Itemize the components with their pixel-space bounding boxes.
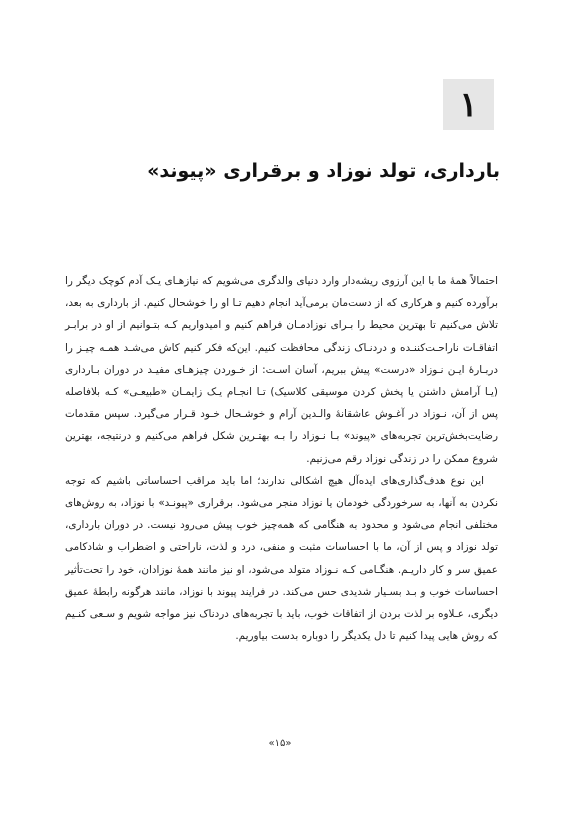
chapter-number: ۱ [459, 84, 478, 125]
chapter-number-box [443, 79, 494, 130]
chapter-title: بارداری، تولد نوزاد و برقراری «پیوند» [147, 160, 500, 182]
paragraph-2: این نوع هدف‌گذاری‌های ایده‌آل هیچ اشکالی ندارند؛ اما باید مراقب احساساتی باشیم که توجه نکردن به آنها، به سرخوردگی خودمان یا نوزاد منجر می‌شود. برقراری «پیونـد» با نوزاد، به روش‌های مختلفی انجام می‌شود و محدود به هنگامی که همه‌چیز خوب پیش می‌رود نیست. در دوران بارداری، تولد نوزاد و پس از آن، ما با احساسات مثبت و منفی، درد و لذت، ناراحتی و اضطراب و شادکامی عمیق سر و کار داریـم. هنگـامی کـه نـوزاد متولد می‌شود، او نیز مانند همهٔ نوزادان، خود را تحت‌تأثیر احساسات خوب و بـد بسـیار شدیدی حس می‌کند. در فرایند پیوند با نوزاد، مانند هرگونه رابطهٔ عمیق دیگری، عـلاوه بر لذت بردن از اتفاقات خوب، باید با تجربه‌های دردناک نیز مواجه شویم و سـعی کنـیم که روش هایی پیدا کنیم تا دل یکدیگر را دوباره بدست بیاوریم. [65, 474, 498, 643]
paragraph-1: احتمالاً همهٔ ما با این آرزوی ریشه‌دار وارد دنیای والدگری می‌شویم که نیازهـای یـک آدم کوچک دیگر را برآورده کنیم و هرکاری که از دست‌مان برمی‌آید انجام دهیم تـا او را خوشحال کنیم. از بارداری به بعد، تلاش می‌کنیم تا بهترین محیط را بـرای نوزادمـان فراهم کنیم و امیدواریم کـه بتـوانیم از او در برابـر اتفاقـات ناراحـت‌کننـده و دردنـاک زندگی محافظت کنیم. این‌که فکر کنیم کاش می‌شـد همـه چیـز را دربـارهٔ ایـن نـوزاد «درست» پیش ببریم، آسان اسـت: از خـوردن چیزهـای مفیـد در دوران بـارداری (یـا آرامش داشتن یا پخش کردن موسیقی کلاسیک) تـا انجـام یـک زایمـان «طبیعـی» کـه بلافاصله پس از آن، نـوزاد در آغـوش عاشقانهٔ والـدین آرام و خوشـحال خـود قـرار می‌گیرد. سپس مقدمات رضایت‌بخش‌ترین تجربه‌های «پیوند» بـا نـوزاد را بـه بهتـرین شکل فراهم می‌کنیم و درنتیجه، بهترین شروع ممکن را در زندگی نوزاد رقم می‌زنیم. [65, 275, 498, 465]
body-text [65, 270, 498, 647]
page-number: «۱۵» [268, 738, 292, 749]
